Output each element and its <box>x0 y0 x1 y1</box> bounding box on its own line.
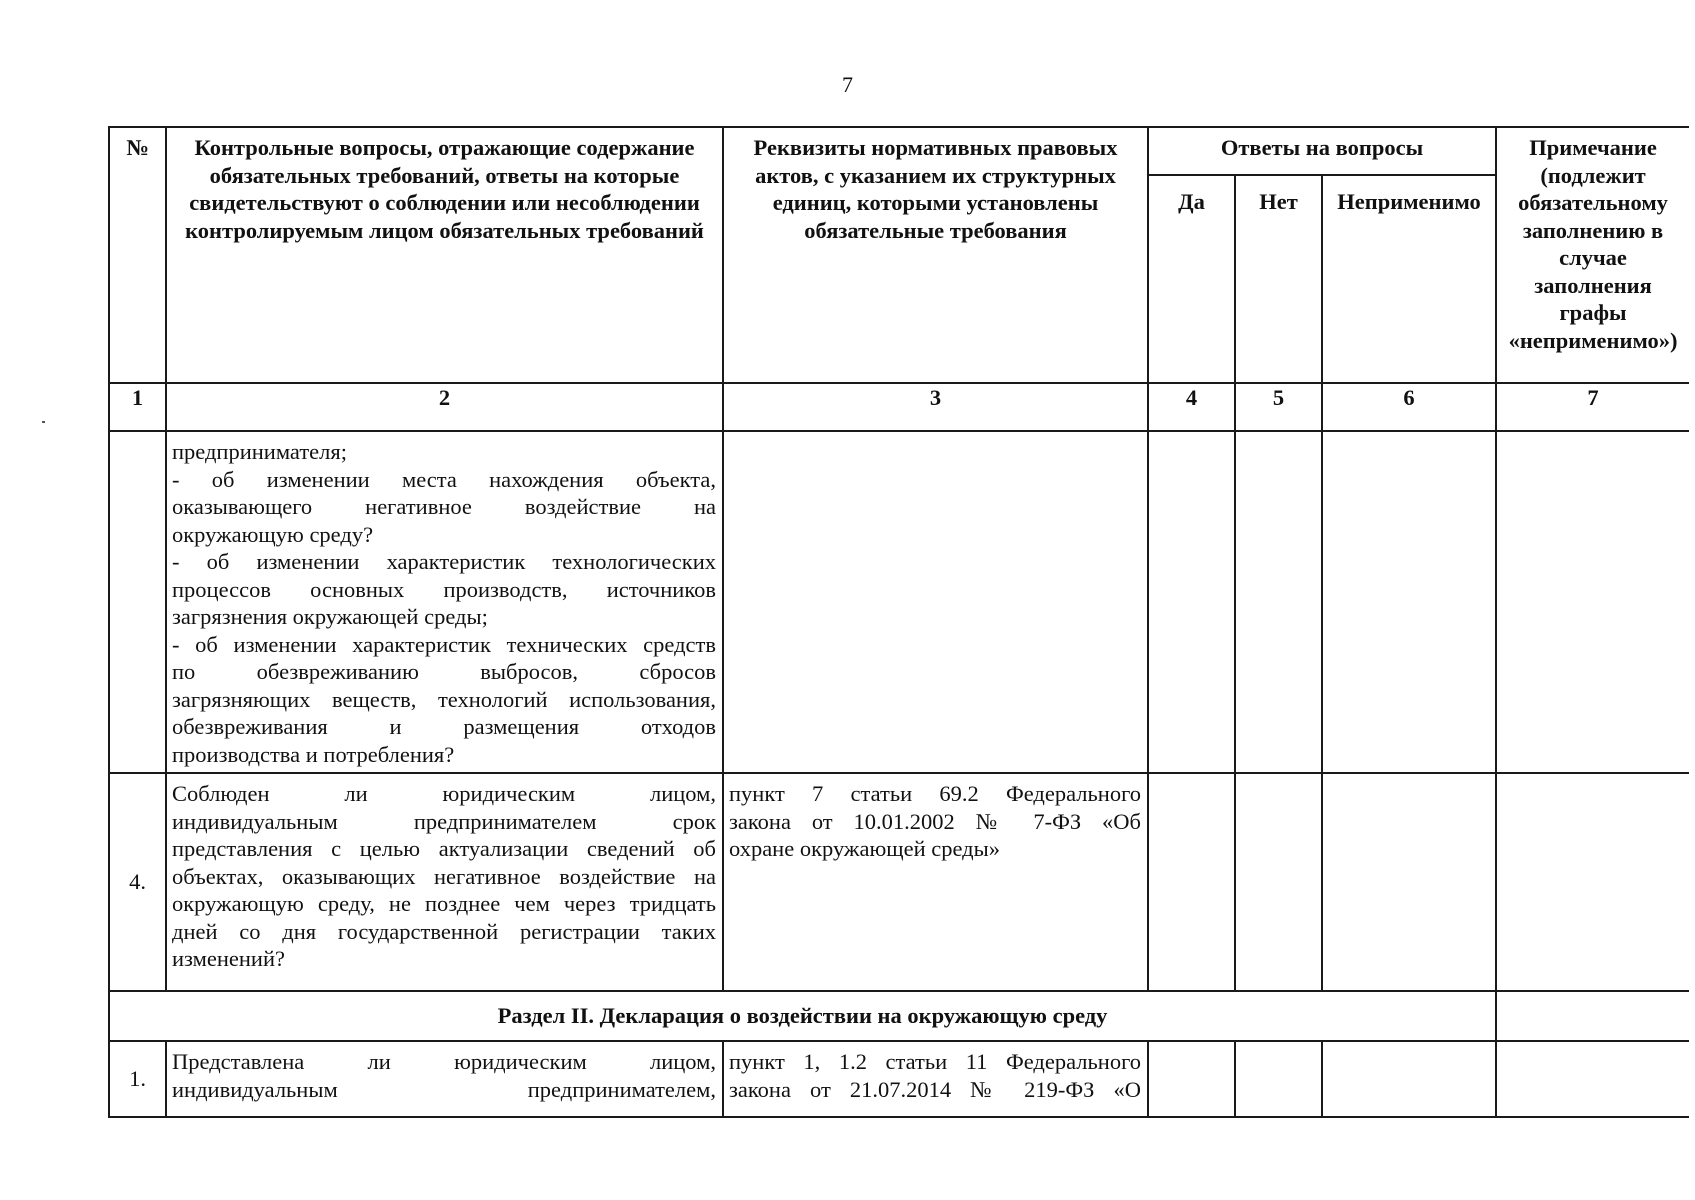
question-line: производства и потребления? <box>172 741 455 767</box>
requisite-line: пункт 1, 1.2 статьи 11 Федерального <box>729 1049 1141 1074</box>
answer-no-cell[interactable] <box>1235 1041 1322 1117</box>
checklist-table <box>108 126 1689 1118</box>
header-row <box>109 127 1689 175</box>
question-line: Соблюден ли юридическим лицом, <box>172 781 716 806</box>
row-number: 1. <box>109 1041 166 1117</box>
section-heading-row <box>109 991 1689 1041</box>
note-cell[interactable] <box>1496 431 1689 773</box>
question-cell <box>166 773 723 991</box>
answer-yes-cell[interactable] <box>1148 773 1235 991</box>
requisite-line: закона от 21.07.2014 № 219-ФЗ «О <box>729 1076 1141 1102</box>
question-line: окружающую среду? <box>172 521 374 547</box>
question-line: индивидуальным предпринимателем срок <box>172 808 716 834</box>
question-line: изменений? <box>172 946 285 971</box>
header-questions: Контрольные вопросы, отражающие содержание обязательных требований, ответы на которые свидетельствуют о соблюдении или несоблюдении контролируемым лицом обязательных требований <box>166 127 723 383</box>
requisite-line: пункт 7 статьи 69.2 Федерального <box>729 781 1141 806</box>
column-number: 1 <box>109 383 166 431</box>
row-number <box>109 431 166 773</box>
header-answers: Ответы на вопросы <box>1148 127 1496 175</box>
question-line: - об изменении характеристик технологических <box>172 549 716 574</box>
header-note: Примечание (подлежит обязательному заполнению в случае заполнения графы «неприменимо») <box>1496 127 1689 383</box>
note-cell[interactable] <box>1496 773 1689 991</box>
column-numbers-row <box>109 383 1689 431</box>
question-line: процессов основных производств, источников <box>172 576 716 602</box>
column-number: 7 <box>1496 383 1689 431</box>
question-line: дней со дня государственной регистрации таких <box>172 918 716 944</box>
requisite-line: охране окружающей среды» <box>729 836 1000 861</box>
answer-no-cell[interactable] <box>1235 773 1322 991</box>
answer-yes-cell[interactable] <box>1148 1041 1235 1117</box>
header-no: Нет <box>1235 175 1322 383</box>
question-line: оказывающего негативное воздействие на <box>172 494 716 519</box>
question-line: Представлена ли юридическим лицом, <box>172 1049 716 1074</box>
header-yes: Да <box>1148 175 1235 383</box>
scan-artifact <box>42 421 45 423</box>
answer-no-cell[interactable] <box>1235 431 1322 773</box>
question-line: по обезвреживанию выбросов, сбросов <box>172 659 716 684</box>
answer-na-cell[interactable] <box>1322 431 1496 773</box>
section-title: Раздел II. Декларация о воздействии на окружающую среду <box>109 991 1496 1041</box>
column-number: 4 <box>1148 383 1235 431</box>
page-number: 7 <box>842 72 853 97</box>
row-number: 4. <box>109 773 166 991</box>
question-cell <box>166 1041 723 1117</box>
header-requisites: Реквизиты нормативных правовых актов, с указанием их структурных единиц, которыми установлены обязательные требования <box>723 127 1148 383</box>
question-line: предпринимателя; <box>172 439 347 464</box>
requisite-line: закона от 10.01.2002 № 7-ФЗ «Об <box>729 808 1141 834</box>
question-line: представления с целью актуализации сведений об <box>172 836 716 861</box>
question-line: - об изменении характеристик технических средств <box>172 631 716 657</box>
question-line: индивидуальным предпринимателем, <box>172 1076 716 1102</box>
header-not-applicable: Неприменимо <box>1322 175 1496 383</box>
question-line: объектах, оказывающих негативное воздействие на <box>172 863 716 889</box>
question-line: загрязнения окружающей среды; <box>172 604 488 629</box>
table-row <box>109 1041 1689 1117</box>
answer-yes-cell[interactable] <box>1148 431 1235 773</box>
question-line: обезвреживания и размещения отходов <box>172 714 716 739</box>
question-line: загрязняющих веществ, технологий использования, <box>172 686 716 712</box>
table-row <box>109 431 1689 773</box>
requisites-cell <box>723 431 1148 773</box>
requisites-cell <box>723 1041 1148 1117</box>
requisites-cell <box>723 773 1148 991</box>
header-number: № <box>109 127 166 383</box>
note-cell <box>1496 991 1689 1041</box>
note-cell[interactable] <box>1496 1041 1689 1117</box>
question-line: окружающую среду, не позднее чем через тридцать <box>172 891 716 916</box>
table-row <box>109 773 1689 991</box>
answer-na-cell[interactable] <box>1322 773 1496 991</box>
question-line: - об изменении места нахождения объекта, <box>172 466 716 492</box>
column-number: 2 <box>166 383 723 431</box>
question-cell <box>166 431 723 773</box>
answer-na-cell[interactable] <box>1322 1041 1496 1117</box>
column-number: 3 <box>723 383 1148 431</box>
column-number: 6 <box>1322 383 1496 431</box>
column-number: 5 <box>1235 383 1322 431</box>
